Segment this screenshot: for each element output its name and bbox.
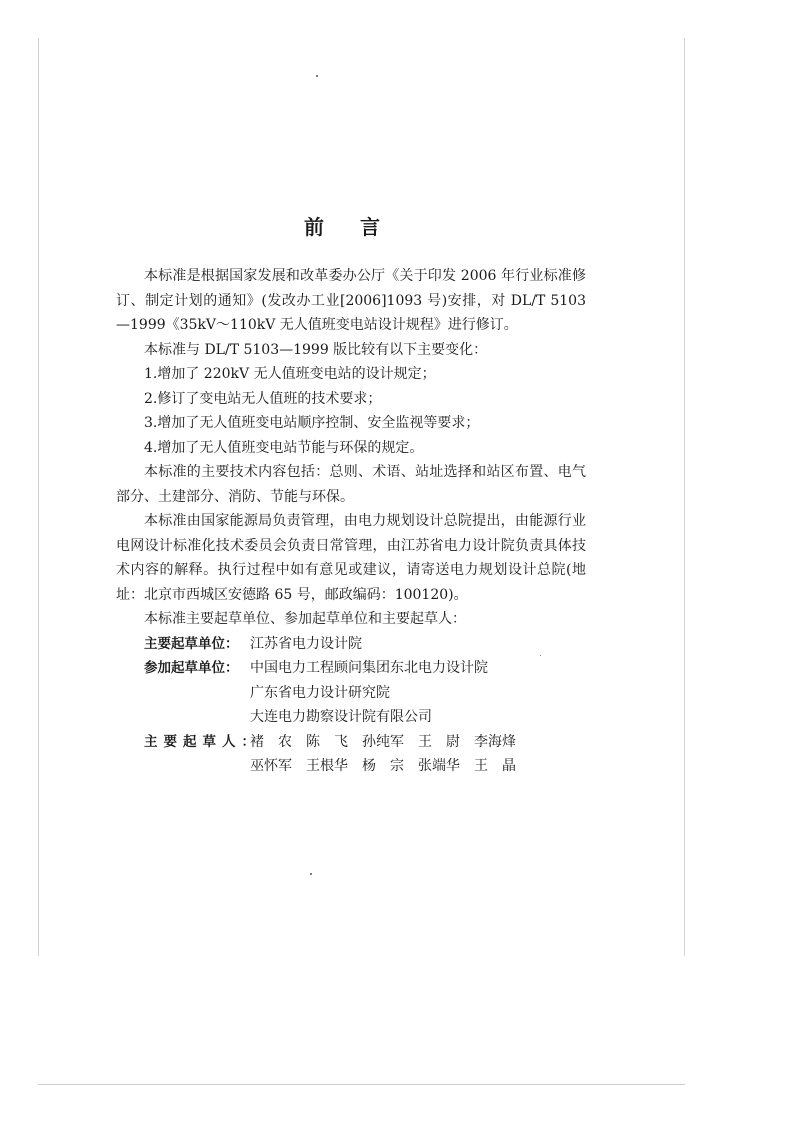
drafter-names xyxy=(250,730,560,779)
drafter-name: 李海烽 xyxy=(474,733,516,750)
participating-unit: 广东省电力设计研究院 xyxy=(250,684,390,701)
paragraph-main-content: 本标准的主要技术内容包括：总则、术语、站址选择和站区布置、电气部分、土建部分、消防、节能与环保。 xyxy=(116,464,586,505)
drafter-name: 陈 飞 xyxy=(306,733,348,750)
drafter-name: 张端华 xyxy=(418,758,460,774)
drafter-name: 杨 宗 xyxy=(362,758,404,774)
participating-units-label: 参加起草单位： xyxy=(144,660,239,676)
participating-unit-row xyxy=(116,656,586,681)
scan-speck xyxy=(316,75,318,77)
drafters-row xyxy=(116,730,586,779)
change-item: 2.修订了变电站无人值班的技术要求； xyxy=(144,390,382,407)
participating-unit-row xyxy=(116,681,586,706)
drafter-name: 孙纯军 xyxy=(362,733,404,750)
change-item: 1.增加了 220kV 无人值班变电站的设计规定； xyxy=(144,366,436,382)
main-unit-label: 主要起草单位： xyxy=(144,635,239,652)
drafter-name: 王 晶 xyxy=(474,758,516,774)
paragraph-drafters-intro: 本标准主要起草单位、参加起草单位和主要起草人： xyxy=(144,611,466,627)
change-item: 4.增加了无人值班变电站节能与环保的规定。 xyxy=(144,439,424,456)
preface-body xyxy=(116,264,586,779)
drafter-name: 褚 农 xyxy=(250,733,292,750)
page-title: 前言 xyxy=(304,215,416,240)
scan-speck xyxy=(310,873,312,875)
scan-edge-left xyxy=(38,38,39,956)
paragraph-management: 本标准由国家能源局负责管理，由电力规划设计总院提出，由能源行业电网设计标准化技术委员会负责日常管理，由江苏省电力设计院负责具体技术内容的解释。执行过程中如有意见或建议，请寄送电力规划设计总院(地址：北京市西城区安德路 65 号，邮政编码：100120)。 xyxy=(116,513,586,603)
change-item: 3.增加了无人值班变电站顺序控制、安全监视等要求； xyxy=(144,415,480,431)
drafter-name: 巫怀军 xyxy=(250,758,292,774)
drafter-name: 王 尉 xyxy=(418,733,460,750)
main-unit-value: 江苏省电力设计院 xyxy=(250,635,362,652)
paragraph-intro: 本标准是根据国家发展和改革委办公厅《关于印发 2006 年行业标准修订、制定计划的通知》(发改办工业[2006]1093 号)安排，对 DL/T 5103—1999《35kV～110kV 无人值班变电站设计规程》进行修订。 xyxy=(116,268,586,333)
drafter-name: 王根华 xyxy=(306,758,348,774)
participating-unit: 大连电力勘察设计院有限公司 xyxy=(250,709,432,725)
participating-unit-row xyxy=(116,705,586,730)
drafters-label: 主要起草人： xyxy=(144,733,261,750)
scan-edge-bottom xyxy=(38,1084,685,1085)
scan-edge-right xyxy=(684,38,685,956)
paragraph-changes-intro: 本标准与 DL/T 5103—1999 版比较有以下主要变化： xyxy=(144,341,488,358)
participating-unit: 中国电力工程顾问集团东北电力设计院 xyxy=(250,660,488,676)
main-unit-row xyxy=(116,632,586,657)
